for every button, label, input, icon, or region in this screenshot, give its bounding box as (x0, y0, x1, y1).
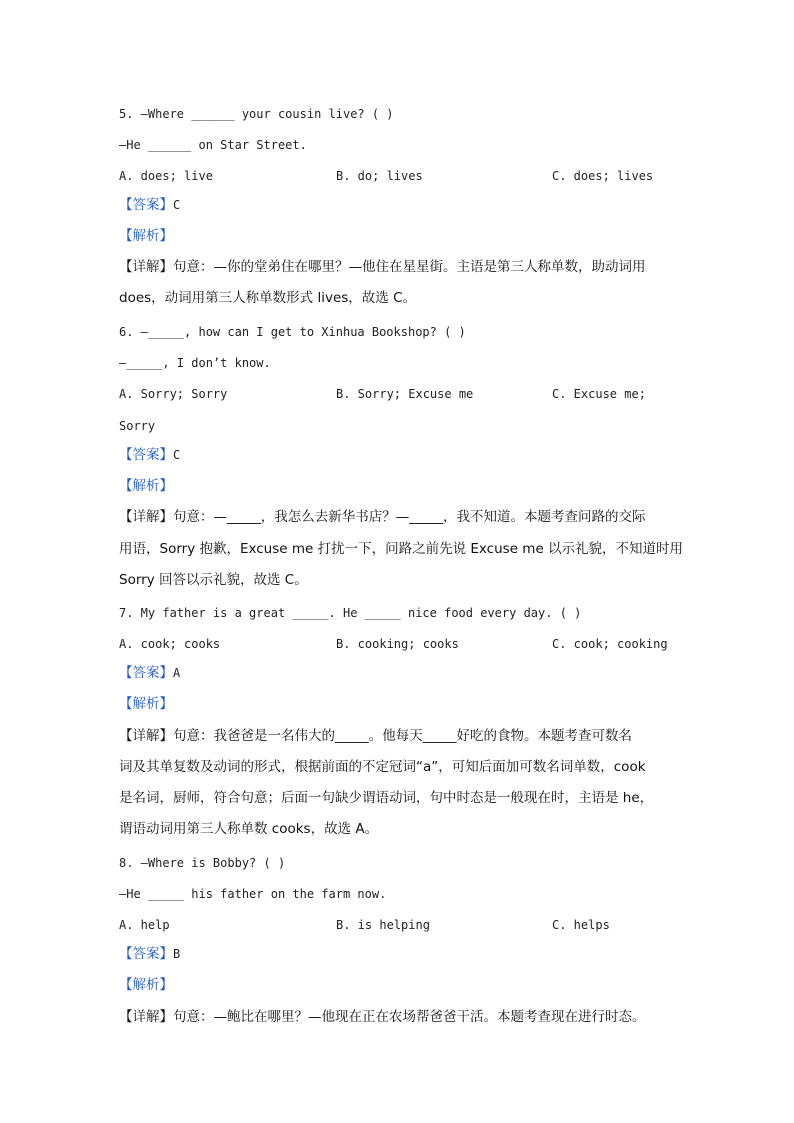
q5-answer (119, 197, 180, 213)
q5-detail-line (119, 259, 646, 275)
q5-option-a: A. does; live (119, 169, 213, 183)
q6-option-b: B. Sorry; Excuse me (336, 387, 474, 401)
analysis-tag: 【解析】 (119, 696, 173, 712)
q8-stem: 8. —Where is Bobby? ( ) (119, 856, 286, 870)
q8-stem-reply: —He _____ his father on the farm now. (119, 887, 387, 901)
q6-detail-line: 用语，Sorry 抱歉，Excuse me 打扰一下，问路之前先说 Excuse me 以示礼貌，不知道时用 (119, 541, 684, 557)
analysis-tag: 【解析】 (119, 977, 173, 993)
answer-value: B (173, 947, 181, 961)
q6-answer (119, 447, 180, 463)
q6-analysis (119, 478, 173, 494)
q8-detail-text: 句意：—鲍比在哪里？—他现在正在农场帮爸爸干活。本题考查现在进行时态。 (173, 1009, 646, 1025)
q8-answer (119, 946, 180, 962)
answer-value: C (173, 198, 181, 212)
analysis-tag: 【解析】 (119, 478, 173, 494)
q8-option-c: C. helps (552, 918, 610, 932)
q6-option-c: C. Excuse me; (552, 387, 646, 401)
q7-options (119, 636, 679, 652)
q6-option-a: A. Sorry; Sorry (119, 387, 228, 401)
q6-option-wrap: Sorry (119, 419, 156, 433)
answer-value: A (173, 666, 181, 680)
q8-option-a: A. help (119, 918, 170, 932)
q7-analysis (119, 696, 173, 712)
detail-tag: 【详解】 (119, 509, 173, 525)
q7-detail-line: 词及其单复数及动词的形式，根据前面的不定冠词“a”，可知后面加可数名词单数，cook (119, 759, 646, 775)
answer-value: C (173, 448, 181, 462)
q8-detail-line (119, 1009, 646, 1025)
q6-detail-line: Sorry 回答以示礼貌，故选 C。 (119, 572, 308, 588)
q8-options (119, 917, 679, 933)
q5-stem-reply: —He ______ on Star Street. (119, 138, 307, 152)
q7-detail-text: 句意：我爸爸是一名伟大的_____。他每天_____好吃的食物。本题考查可数名 (173, 728, 632, 744)
detail-tag: 【详解】 (119, 1009, 173, 1025)
q6-detail-line (119, 509, 646, 525)
q6-stem: 6. —_____, how can I get to Xinhua Bookshop? ( ) (119, 325, 466, 339)
detail-tag: 【详解】 (119, 728, 173, 744)
answer-tag: 【答案】 (119, 665, 173, 681)
q7-option-b: B. cooking; cooks (336, 637, 459, 651)
answer-tag: 【答案】 (119, 197, 173, 213)
q6-stem-reply: —_____, I don’t know. (119, 356, 271, 370)
q5-option-c: C. does; lives (552, 169, 654, 183)
answer-tag: 【答案】 (119, 447, 173, 463)
analysis-tag: 【解析】 (119, 228, 173, 244)
q7-answer (119, 665, 180, 681)
q7-stem: 7. My father is a great _____. He _____ nice food every day. ( ) (119, 606, 582, 620)
q5-option-b: B. do; lives (336, 169, 423, 183)
q6-detail-text: 句意：—_____，我怎么去新华书店？—_____，我不知道。本题考查问路的交际 (173, 509, 646, 525)
q5-detail-text: 句意：—你的堂弟住在哪里？—他住在星星街。主语是第三人称单数，助动词用 (173, 259, 646, 275)
q5-stem: 5. —Where ______ your cousin live? ( ) (119, 107, 394, 121)
q6-options (119, 386, 679, 402)
q5-options (119, 168, 679, 184)
answer-tag: 【答案】 (119, 946, 173, 962)
q7-option-a: A. cook; cooks (119, 637, 221, 651)
q8-analysis (119, 977, 173, 993)
detail-tag: 【详解】 (119, 259, 173, 275)
q5-analysis (119, 228, 173, 244)
q7-detail-line (119, 728, 632, 744)
q8-option-b: B. is helping (336, 918, 430, 932)
q7-detail-line: 是名词，厨师，符合句意；后面一句缺少谓语动词，句中时态是一般现在时，主语是 he， (119, 790, 654, 806)
q7-option-c: C. cook; cooking (552, 637, 668, 651)
q7-detail-line: 谓语动词用第三人称单数 cooks，故选 A。 (119, 821, 379, 837)
q5-detail-line: does，动词用第三人称单数形式 lives，故选 C。 (119, 290, 417, 306)
